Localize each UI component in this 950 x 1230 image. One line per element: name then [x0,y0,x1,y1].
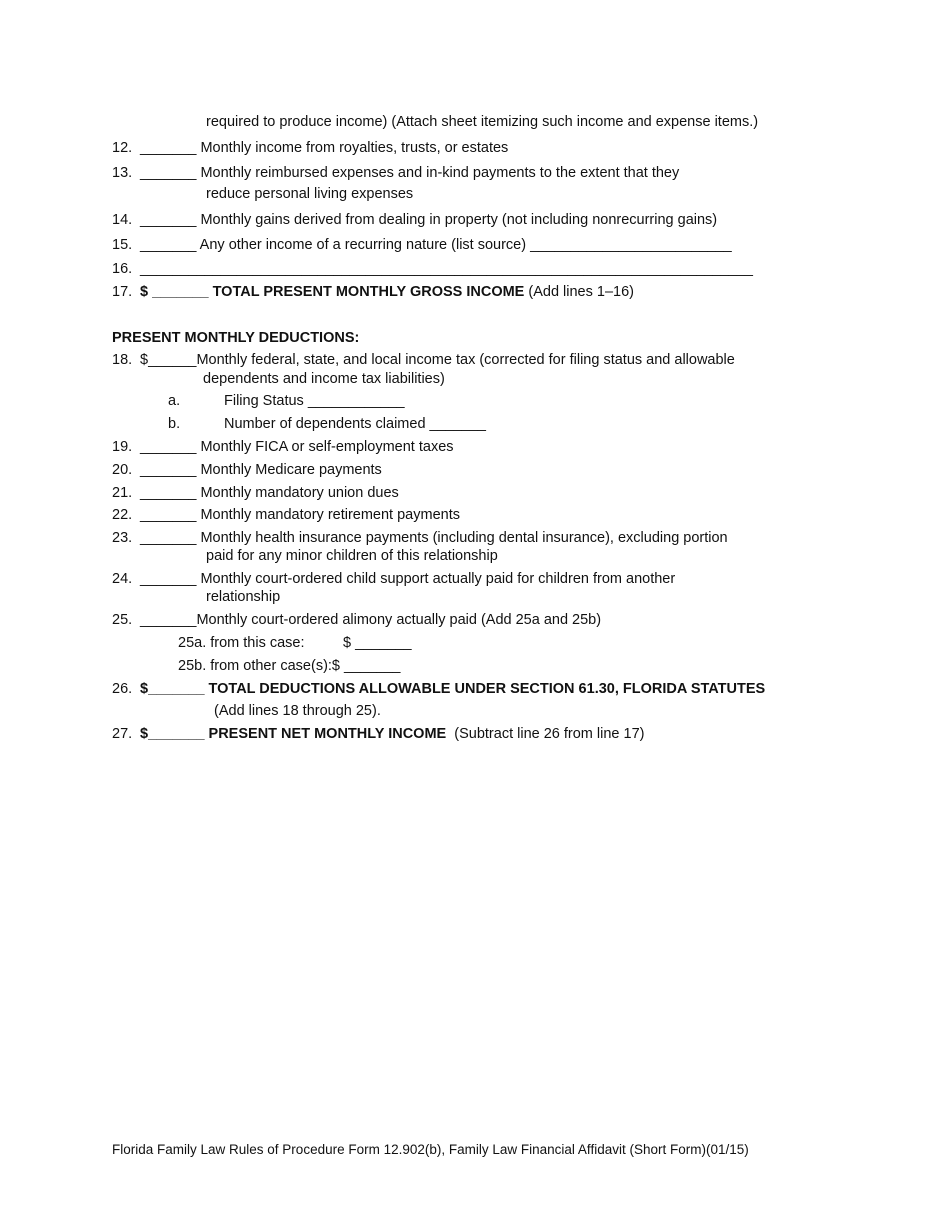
line-16-number: 16. [112,261,133,277]
line-27-note: (Subtract line 26 from line 17) [446,726,645,742]
line-17-text [140,283,634,301]
line-26-text: $_______ TOTAL DEDUCTIONS ALLOWABLE UNDER SECTION 61.30, FLORIDA STATUTES [140,681,766,697]
line-25b-text: 25b. from other case(s):$ _______ [178,658,401,674]
line-21-number: 21. [112,485,133,501]
line-22-number: 22. [112,507,133,523]
line-27-text [140,725,644,743]
line-13-continuation: reduce personal living expenses [206,186,414,202]
line-18a-label: a. [168,393,181,409]
line-23-number: 23. [112,530,133,546]
line-21-text: _______ Monthly mandatory union dues [140,485,399,501]
line-18b-text: Number of dependents claimed _______ [224,416,486,432]
line-18-text: $______Monthly federal, state, and local income tax (corrected for filing status and allowable [140,352,735,368]
line-13-number: 13. [112,165,133,181]
line-18-continuation: dependents and income tax liabilities) [203,371,445,387]
line-15-text: _______ Any other income of a recurring nature (list source) _________________________ [140,237,732,253]
line-17-number: 17. [112,284,133,300]
line-26-number: 26. [112,681,133,697]
line-25a-label: 25a. from this case: [178,635,305,651]
line-26-continuation: (Add lines 18 through 25). [214,703,381,719]
line-23-continuation: paid for any minor children of this relationship [206,548,498,564]
line-13-text: _______ Monthly reimbursed expenses and in-kind payments to the extent that they [140,165,680,181]
line-12-text: _______ Monthly income from royalties, trusts, or estates [140,140,509,156]
line-24-continuation: relationship [206,589,281,605]
line-25-number: 25. [112,612,133,628]
line-25-text: _______Monthly court-ordered alimony actually paid (Add 25a and 25b) [140,612,602,628]
line-15-number: 15. [112,237,133,253]
line-27-number: 27. [112,726,133,742]
line-22-text: _______ Monthly mandatory retirement payments [140,507,460,523]
line-23-text: _______ Monthly health insurance payments (including dental insurance), excluding portion [140,530,728,546]
line-24-number: 24. [112,571,133,587]
line-25a-blank: $ _______ [343,635,412,651]
deductions-heading: PRESENT MONTHLY DEDUCTIONS: [112,330,360,346]
line-20-text: _______ Monthly Medicare payments [140,462,382,478]
line-27-label: $_______ PRESENT NET MONTHLY INCOME [140,726,447,742]
line-17-label: $ _______ TOTAL PRESENT MONTHLY GROSS INCOME [140,284,525,300]
line-16-text: ____________________________________________________________________________ [140,261,753,277]
line-24-text: _______ Monthly court-ordered child support actually paid for children from another [140,571,676,587]
line-19-text: _______ Monthly FICA or self-employment taxes [140,439,454,455]
line-17-note: (Add lines 1–16) [524,284,634,300]
line-14-text: _______ Monthly gains derived from dealing in property (not including nonrecurring gains) [140,212,718,228]
line-19-number: 19. [112,439,133,455]
line-20-number: 20. [112,462,133,478]
line-12-number: 12. [112,140,133,156]
line-14-number: 14. [112,212,133,228]
line-18b-label: b. [168,416,181,432]
line-11-continuation: required to produce income) (Attach sheet itemizing such income and expense items.) [206,114,759,130]
form-footer: Florida Family Law Rules of Procedure Form 12.902(b), Family Law Financial Affidavit (Short Form)(01/15) [112,1142,749,1157]
line-18a-text: Filing Status ____________ [224,393,405,409]
line-18-number: 18. [112,352,133,368]
